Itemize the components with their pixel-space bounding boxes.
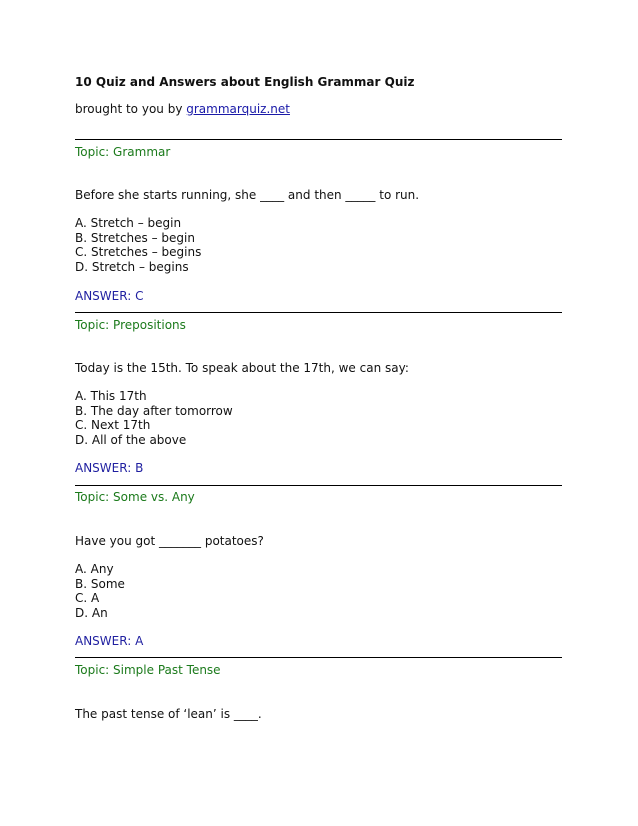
section-divider [75, 485, 562, 486]
option-item: B. Stretches – begin [75, 230, 195, 245]
byline [75, 102, 290, 116]
option-item: B. Some [75, 576, 125, 591]
option-item: A. Any [75, 562, 114, 576]
question-text: The past tense of ‘lean’ is ____. [75, 707, 262, 721]
answer-text: ANSWER: A [75, 634, 144, 648]
option-item: D. Stretch – begins [75, 259, 189, 274]
section-topic: Topic: Some vs. Any [75, 490, 195, 504]
option-list [75, 389, 233, 447]
option-item: C. A [75, 591, 100, 605]
section-topic: Topic: Prepositions [75, 318, 186, 332]
option-list [75, 562, 125, 620]
section-divider [75, 139, 562, 140]
option-item: D. All of the above [75, 432, 187, 447]
option-item: D. An [75, 605, 108, 620]
answer-text: ANSWER: B [75, 461, 144, 475]
option-item: B. The day after tomorrow [75, 403, 233, 418]
section-topic: Topic: Grammar [75, 145, 171, 159]
question-text: Today is the 15th. To speak about the 17th, we can say: [75, 361, 409, 375]
option-item: A. This 17th [75, 389, 147, 403]
document-title: 10 Quiz and Answers about English Grammar Quiz [75, 75, 415, 89]
option-list [75, 216, 201, 274]
option-item: C. Stretches – begins [75, 245, 202, 259]
option-item: C. Next 17th [75, 418, 151, 432]
question-text: Have you got _______ potatoes? [75, 534, 264, 548]
option-item: A. Stretch – begin [75, 216, 182, 230]
section-divider [75, 312, 562, 313]
answer-text: ANSWER: C [75, 289, 144, 303]
section-topic: Topic: Simple Past Tense [75, 663, 221, 677]
question-text: Before she starts running, she ____ and then _____ to run. [75, 188, 420, 202]
byline-prefix: brought to you by [75, 102, 187, 116]
section-divider [75, 657, 562, 658]
byline-link[interactable]: grammarquiz.net [186, 102, 290, 116]
